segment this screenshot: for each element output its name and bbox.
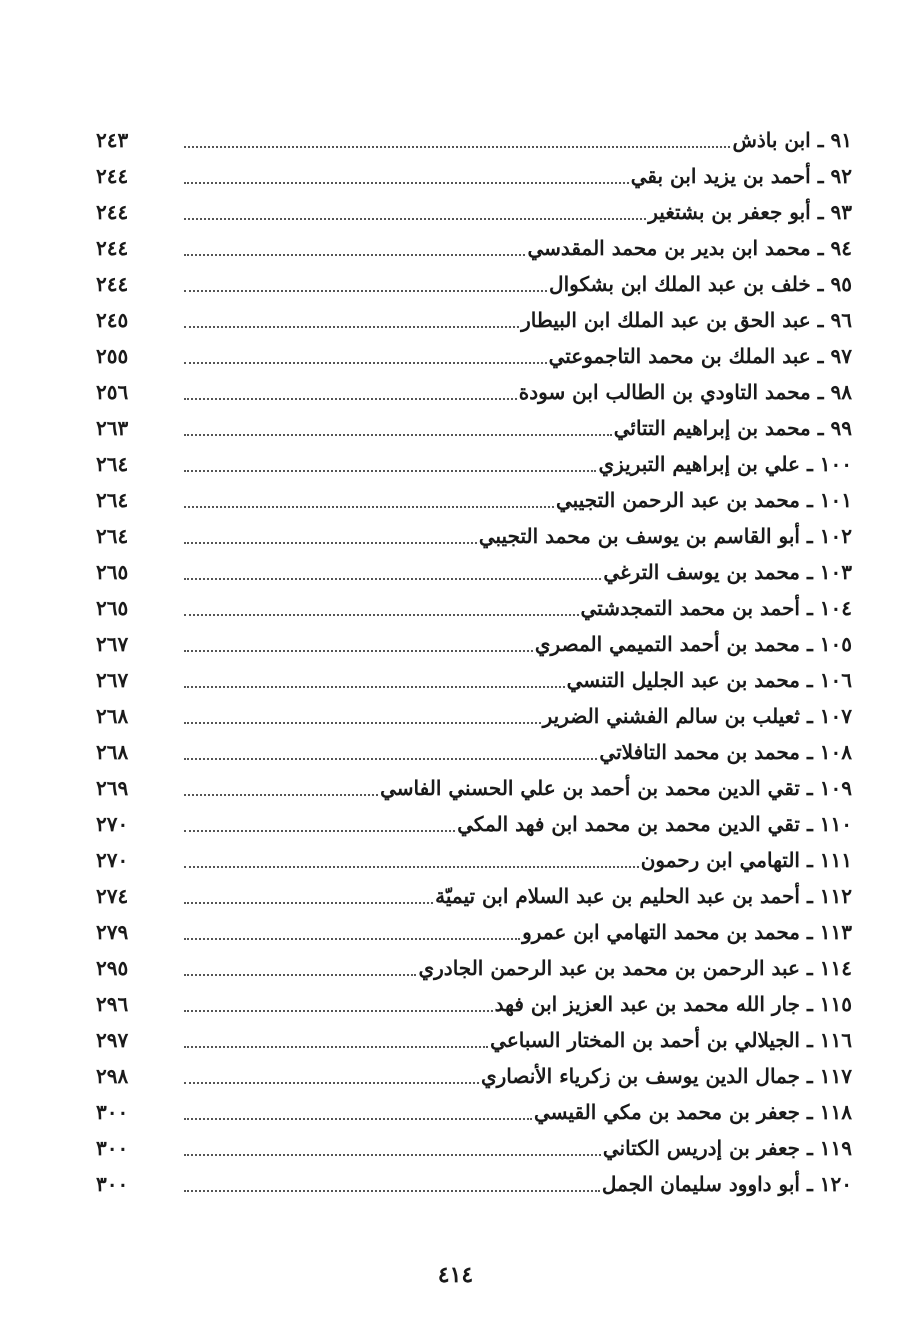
dot-leader xyxy=(184,146,730,148)
dot-leader xyxy=(184,1046,488,1048)
toc-entry-title: ٩١ ـ ابن باذش xyxy=(732,128,852,152)
dot-leader xyxy=(184,1082,479,1084)
toc-entry-title: ١٠٧ ـ ثعيلب بن سالم الفشني الضرير xyxy=(542,704,852,728)
toc-entry-page: ٢٦٣ xyxy=(96,416,129,440)
dot-leader xyxy=(184,866,639,868)
toc-entry-page: ٢٧٠ xyxy=(96,812,129,836)
toc-entry-title: ١١٠ ـ تقي الدين محمد بن محمد ابن فهد المكي xyxy=(457,812,852,836)
toc-entry xyxy=(96,734,852,770)
toc-entry-title: ١١٧ ـ جمال الدين يوسف بن زكرياء الأنصاري xyxy=(480,1064,852,1088)
toc-entry-title: ١٠٦ ـ محمد بن عبد الجليل التنسي xyxy=(566,668,852,692)
dot-leader xyxy=(184,398,517,400)
toc-entry-title: ٩٧ ـ عبد الملك بن محمد التاجموعتي xyxy=(548,344,852,368)
toc-entry-page: ٢٩٨ xyxy=(96,1064,129,1088)
toc-entry-title: ٩٢ ـ أحمد بن يزيد ابن بقي xyxy=(630,164,852,188)
toc-entry-title: ١١٦ ـ الجيلالي بن أحمد بن المختار السباعي xyxy=(490,1028,852,1052)
dot-leader xyxy=(184,1190,600,1192)
toc-entry-page: ٢٥٦ xyxy=(96,380,129,404)
toc-entry xyxy=(96,806,852,842)
dot-leader xyxy=(184,254,525,256)
toc-entry xyxy=(96,122,852,158)
toc-entry xyxy=(96,1130,852,1166)
dot-leader xyxy=(184,578,601,580)
toc-entry xyxy=(96,1166,852,1202)
toc-entry-title: ١١٣ ـ محمد بن محمد التهامي ابن عمرو xyxy=(522,920,852,944)
toc-entry-page: ٢٥٥ xyxy=(96,344,129,368)
toc-entry-page: ٢٦٥ xyxy=(96,596,129,620)
dot-leader xyxy=(184,794,378,796)
toc-entry-page: ٢٦٤ xyxy=(96,452,129,476)
toc-entry-page: ٣٠٠ xyxy=(96,1100,129,1124)
toc-entry-title: ١٠٩ ـ تقي الدين محمد بن أحمد بن علي الحسني الفاسي xyxy=(380,776,852,800)
toc-entry-page: ٢٦٩ xyxy=(96,776,129,800)
toc-entry xyxy=(96,662,852,698)
toc-entry xyxy=(96,518,852,554)
toc-entry-title: ٩٥ ـ خلف بن عبد الملك ابن بشكوال xyxy=(549,272,852,296)
toc-entry xyxy=(96,1094,852,1130)
toc-entry xyxy=(96,410,852,446)
toc-entry-title: ١٠٨ ـ محمد بن محمد التافلاتي xyxy=(599,740,852,764)
toc-entry-page: ٢٤٤ xyxy=(96,236,129,260)
toc-entry-page: ٢٩٦ xyxy=(96,992,129,1016)
toc-entry-page: ٢٧٤ xyxy=(96,884,129,908)
toc-entry-title: ١٢٠ ـ أبو داوود سليمان الجمل xyxy=(601,1172,852,1196)
dot-leader xyxy=(184,218,646,220)
toc-entry-title: ٩٤ ـ محمد ابن بدير بن محمد المقدسي xyxy=(527,236,852,260)
toc-entry-title: ١٠٢ ـ أبو القاسم بن يوسف بن محمد التجيبي xyxy=(478,524,852,548)
dot-leader xyxy=(184,1118,532,1120)
dot-leader xyxy=(184,758,597,760)
toc-entry xyxy=(96,698,852,734)
toc-entry xyxy=(96,446,852,482)
toc-entry-page: ٢٦٨ xyxy=(96,704,129,728)
toc-entry xyxy=(96,482,852,518)
toc-entry-page: ٢٤٥ xyxy=(96,308,129,332)
toc-entry-title: ١١٩ ـ جعفر بن إدريس الكتاني xyxy=(602,1136,852,1160)
toc-entry xyxy=(96,266,852,302)
dot-leader xyxy=(184,290,547,292)
toc-entry-title: ١١٨ ـ جعفر بن محمد بن مكي القيسي xyxy=(533,1100,852,1124)
toc-entry xyxy=(96,590,852,626)
toc-entry xyxy=(96,878,852,914)
toc-entry xyxy=(96,554,852,590)
dot-leader xyxy=(184,614,579,616)
dot-leader xyxy=(184,434,612,436)
toc-entry-title: ٩٩ ـ محمد بن إبراهيم التتائي xyxy=(613,416,852,440)
dot-leader xyxy=(184,1010,493,1012)
toc-entry xyxy=(96,302,852,338)
toc-entry-title: ١١٢ ـ أحمد بن عبد الحليم بن عبد السلام ابن تيميّة xyxy=(435,884,852,908)
dot-leader xyxy=(184,974,416,976)
toc-entry-title: ١٠٥ ـ محمد بن أحمد التميمي المصري xyxy=(534,632,852,656)
dot-leader xyxy=(184,542,477,544)
toc-entry-page: ٢٦٨ xyxy=(96,740,129,764)
dot-leader xyxy=(184,506,554,508)
toc-entry-page: ٢٦٤ xyxy=(96,524,129,548)
toc-entry-title: ١٠١ ـ محمد بن عبد الرحمن التجيبي xyxy=(556,488,852,512)
dot-leader xyxy=(184,650,533,652)
dot-leader xyxy=(184,362,547,364)
dot-leader xyxy=(184,686,565,688)
toc-entry-title: ١١٤ ـ عبد الرحمن بن محمد بن عبد الرحمن الجادري xyxy=(418,956,852,980)
toc-entry-title: ١٠٤ ـ أحمد بن محمد التمجدشتي xyxy=(580,596,852,620)
toc-entry-page: ٣٠٠ xyxy=(96,1136,129,1160)
dot-leader xyxy=(184,938,520,940)
toc-entry xyxy=(96,338,852,374)
toc-entry-page: ٣٠٠ xyxy=(96,1172,129,1196)
toc-entry-page: ٢٦٤ xyxy=(96,488,129,512)
toc-entry xyxy=(96,1022,852,1058)
toc-entry xyxy=(96,158,852,194)
toc-entry-title: ١١١ ـ التهامي ابن رحمون xyxy=(640,848,852,872)
toc-entry-page: ٢٤٤ xyxy=(96,272,129,296)
toc-entry-page: ٢٦٧ xyxy=(96,668,129,692)
toc-entry-page: ٢٦٥ xyxy=(96,560,129,584)
dot-leader xyxy=(184,326,519,328)
toc-entry xyxy=(96,842,852,878)
toc-entry xyxy=(96,950,852,986)
toc-entry-page: ٢٤٣ xyxy=(96,128,129,152)
toc-entry xyxy=(96,1058,852,1094)
toc-entry-title: ٩٨ ـ محمد التاودي بن الطالب ابن سودة xyxy=(518,380,852,404)
toc-entry-title: ٩٦ ـ عبد الحق بن عبد الملك ابن البيطار xyxy=(521,308,852,332)
toc-entry-page: ٢٦٧ xyxy=(96,632,129,656)
toc-entry-title: ١١٥ ـ جار الله محمد بن عبد العزيز ابن فهد xyxy=(494,992,852,1016)
toc-entry xyxy=(96,626,852,662)
toc-entry xyxy=(96,986,852,1022)
toc-entry xyxy=(96,230,852,266)
toc-entry-title: ١٠٠ ـ علي بن إبراهيم التبريزي xyxy=(598,452,852,476)
table-of-contents xyxy=(96,122,852,1202)
toc-entry xyxy=(96,194,852,230)
toc-entry-page: ٢٤٤ xyxy=(96,200,129,224)
dot-leader xyxy=(184,722,541,724)
dot-leader xyxy=(184,1154,601,1156)
toc-entry-page: ٢٩٧ xyxy=(96,1028,129,1052)
toc-entry xyxy=(96,914,852,950)
toc-entry-title: ٩٣ ـ أبو جعفر بن بشتغير xyxy=(648,200,852,224)
dot-leader xyxy=(184,830,455,832)
toc-entry-page: ٢٩٥ xyxy=(96,956,129,980)
toc-entry xyxy=(96,374,852,410)
toc-entry xyxy=(96,770,852,806)
toc-entry-page: ٢٧٠ xyxy=(96,848,129,872)
toc-entry-page: ٢٤٤ xyxy=(96,164,129,188)
dot-leader xyxy=(184,470,596,472)
toc-entry-title: ١٠٣ ـ محمد بن يوسف الترغي xyxy=(603,560,852,584)
dot-leader xyxy=(184,902,433,904)
toc-entry-page: ٢٧٩ xyxy=(96,920,129,944)
page-number: ٤١٤ xyxy=(437,1262,474,1288)
dot-leader xyxy=(184,182,629,184)
